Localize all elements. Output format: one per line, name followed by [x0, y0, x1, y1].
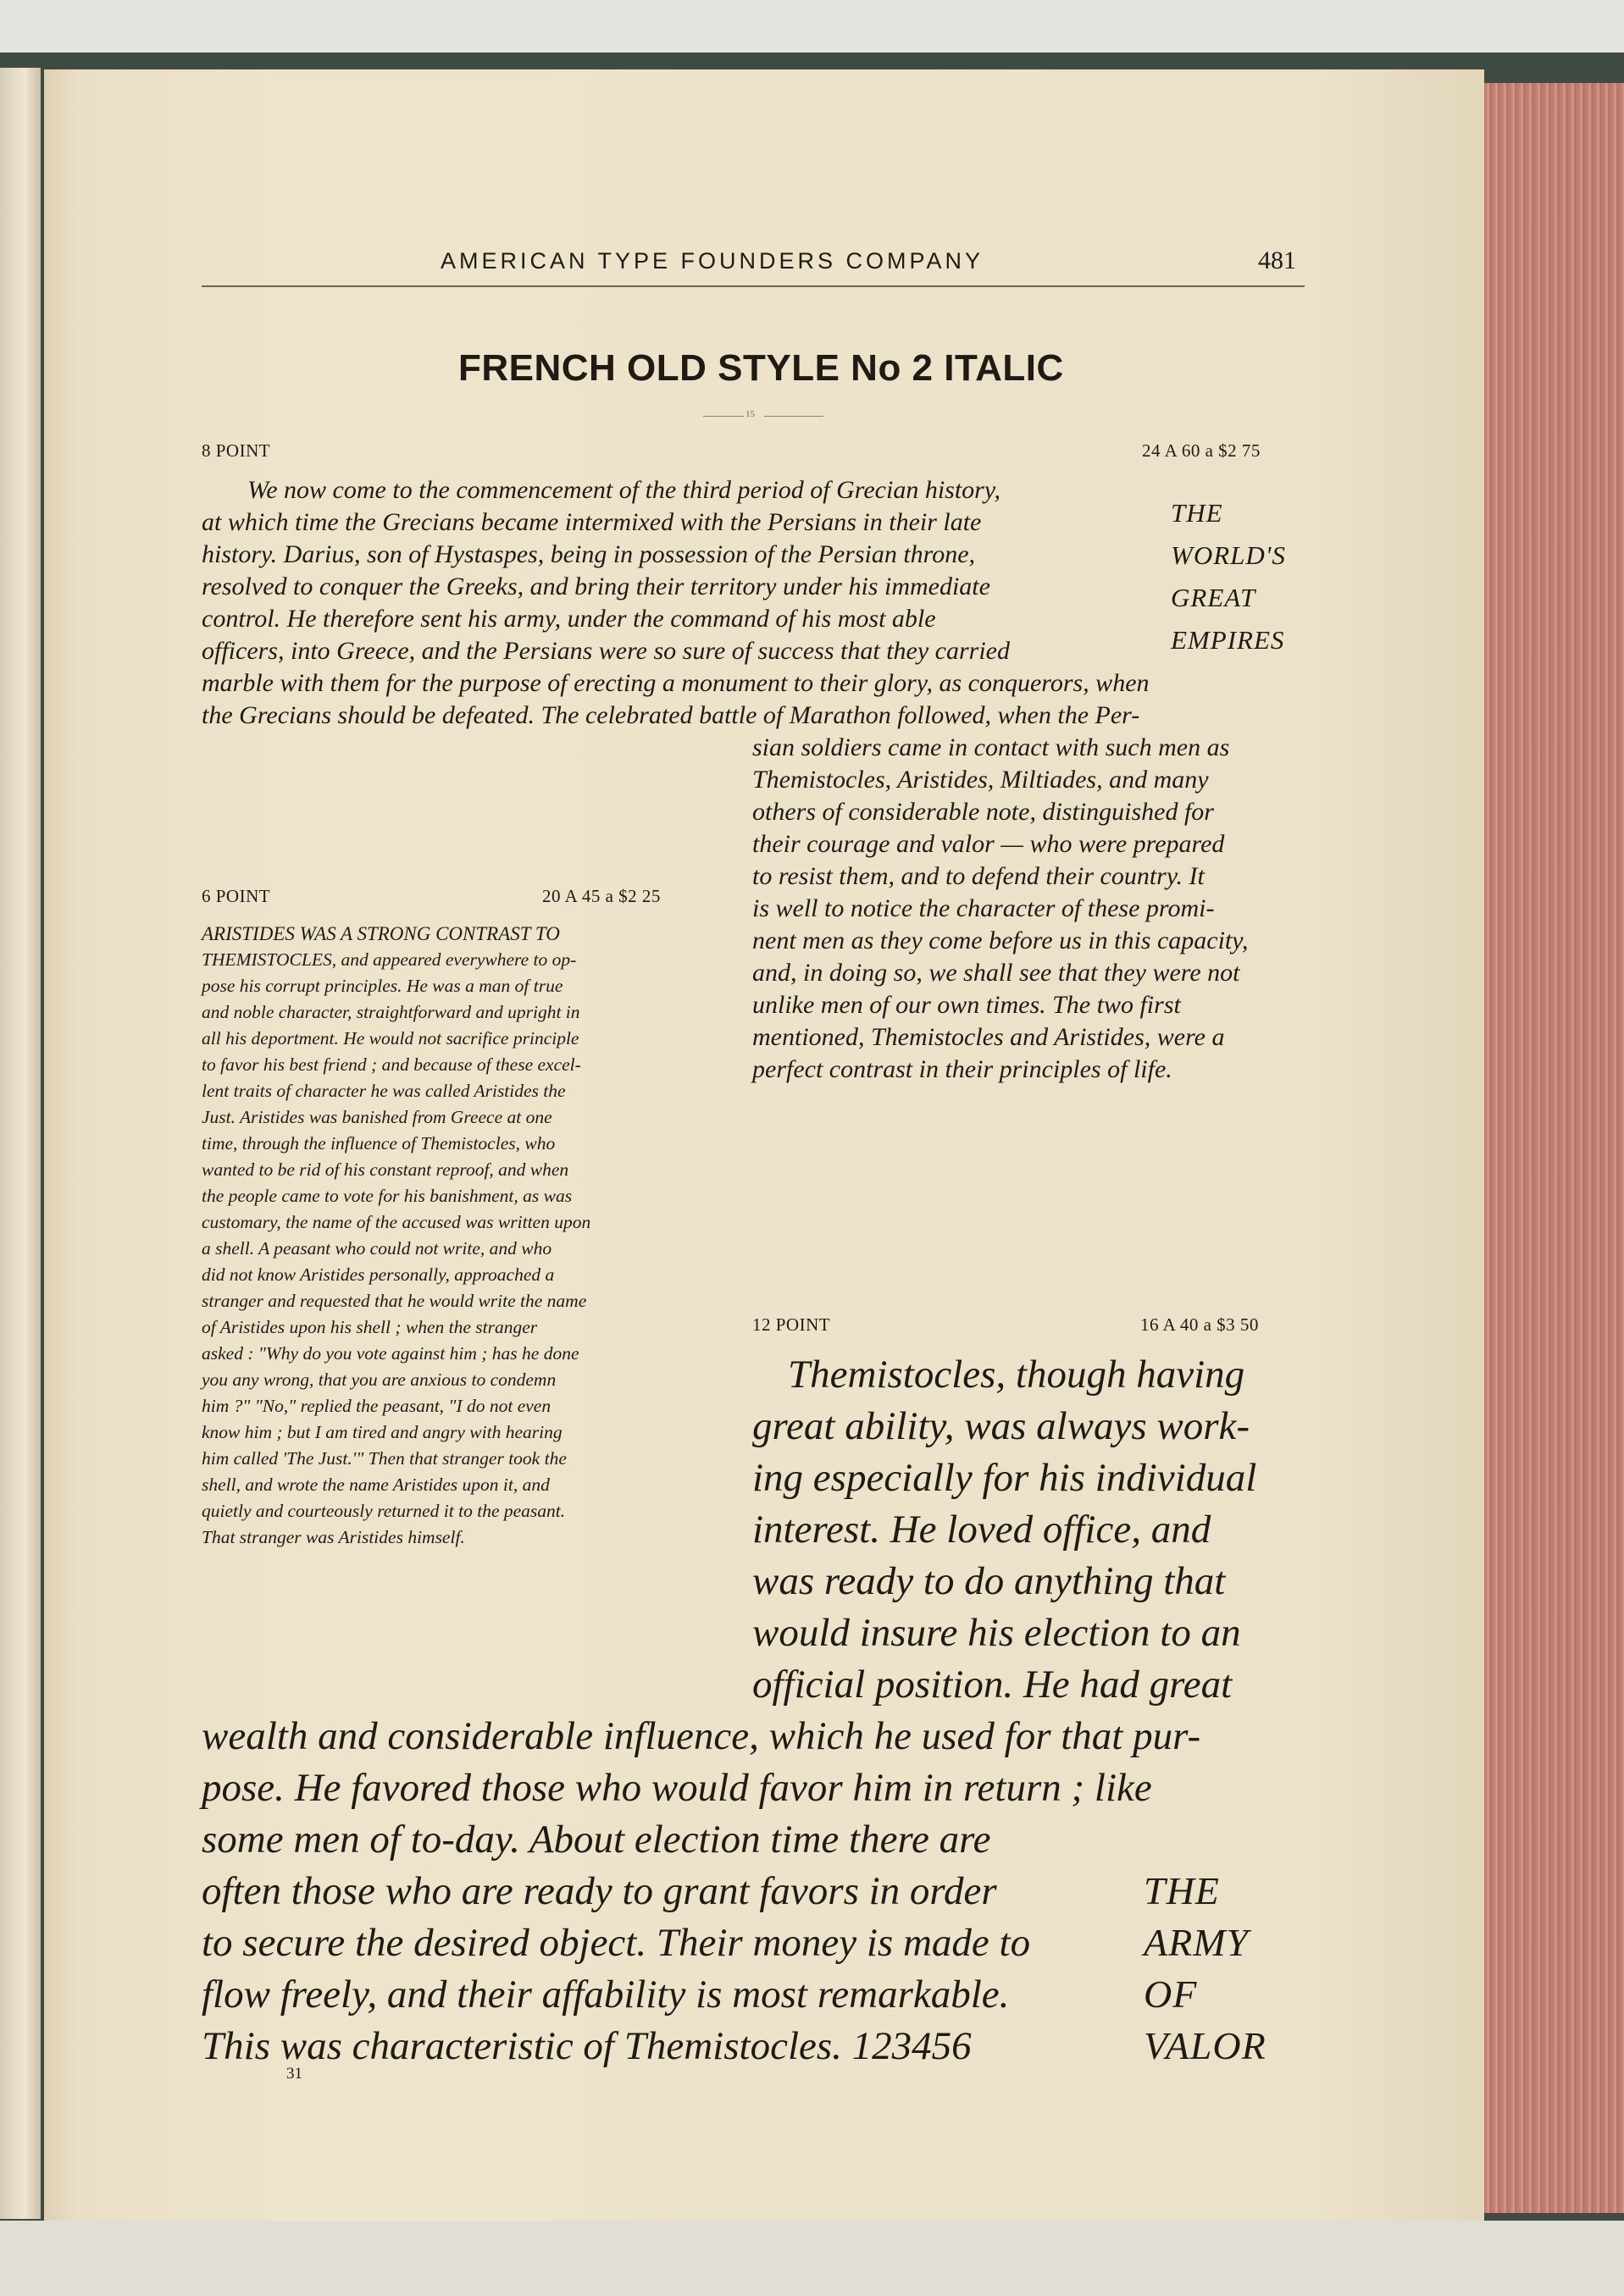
specimen-6-line: him ?" "No," replied the peasant, "I do not even: [202, 1396, 551, 1416]
specimen-12-line: to secure the desired object. Their money is made to: [202, 1921, 1031, 1965]
page-number: 481: [1258, 246, 1296, 274]
specimen-12-side-line: VALOR: [1144, 2024, 1266, 2067]
specimen-6-line: pose his corrupt principles. He was a man of true: [202, 976, 563, 996]
specimen-12-size-label: 12 POINT: [752, 1314, 831, 1335]
specimen-6-line: you any wrong, that you are anxious to condemn: [202, 1369, 557, 1390]
specimen-12-line: This was characteristic of Themistocles. 123456: [202, 2024, 972, 2068]
specimen-8-line: perfect contrast in their principles of life.: [752, 1055, 1172, 1083]
specimen-6-line: of Aristides upon his shell ; when the stranger: [202, 1317, 538, 1337]
specimen-8-line: at which time the Grecians became intermixed with the Persians in their late: [202, 508, 982, 536]
specimen-12-side-line: THE: [1144, 1869, 1220, 1912]
specimen-12-price-label: 16 A 40 a $3 50: [1140, 1314, 1259, 1335]
scan-background-bottom: [0, 2221, 1624, 2296]
specimen-8-line: the Grecians should be defeated. The celebrated battle of Marathon followed, when the Per-: [202, 701, 1140, 729]
specimen-6-line: stranger and requested that he would write the name: [202, 1291, 587, 1311]
specimen-8-side-line: GREAT: [1171, 583, 1256, 612]
specimen-8-side-line: EMPIRES: [1171, 625, 1285, 655]
specimen-6-line: That stranger was Aristides himself.: [202, 1527, 465, 1547]
specimen-12-line: would insure his election to an: [752, 1611, 1241, 1655]
specimen-12-line: official position. He had great: [752, 1663, 1233, 1707]
specimen-6-line: THEMISTOCLES, and appeared everywhere to op-: [202, 949, 577, 970]
specimen-8-line: their courage and valor — who were prepared: [752, 830, 1225, 858]
specimen-6-line: all his deportment. He would not sacrifice principle: [202, 1028, 579, 1048]
specimen-8-line: resolved to conquer the Greeks, and bring their territory under his immediate: [202, 573, 990, 600]
specimen-6-line: know him ; but I am tired and angry with hearing: [202, 1422, 563, 1442]
specimen-8-size-label: 8 POINT: [202, 440, 271, 461]
specimen-12-line: Themistocles, though having: [788, 1353, 1245, 1397]
specimen-8-line: nent men as they come before us in this capacity,: [752, 927, 1249, 954]
specimen-6-line: time, through the influence of Themistocles, who: [202, 1133, 556, 1154]
specimen-6-line: ARISTIDES WAS A STRONG CONTRAST TO: [202, 923, 560, 944]
specimen-6-line: a shell. A peasant who could not write, and who: [202, 1238, 552, 1259]
specimen-12-line: ing especially for his individual: [752, 1456, 1257, 1500]
specimen-12-side-line: ARMY: [1144, 1921, 1250, 1964]
specimen-title: FRENCH OLD STYLE No 2 ITALIC: [458, 347, 1064, 389]
specimen-12-line: great ability, was always work-: [752, 1404, 1250, 1448]
specimen-8-side-line: WORLD'S: [1171, 540, 1286, 570]
specimen-8-line: is well to notice the character of these promi-: [752, 894, 1215, 922]
title-rule-left: [703, 416, 744, 417]
specimen-8-line: officers, into Greece, and the Persians were so sure of success that they carried: [202, 637, 1010, 665]
specimen-8-line: history. Darius, son of Hystaspes, being in possession of the Persian throne,: [202, 540, 976, 568]
specimen-6-price-label: 20 A 45 a $2 25: [542, 886, 661, 906]
specimen-8-line: control. He therefore sent his army, under the command of his most able: [202, 605, 936, 633]
scan-background-top: [0, 0, 1624, 59]
specimen-8-line: sian soldiers came in contact with such men as: [752, 733, 1230, 761]
facing-page-edge: [0, 68, 41, 2219]
specimen-8-price-label: 24 A 60 a $2 75: [1142, 440, 1261, 461]
running-head: AMERICAN TYPE FOUNDERS COMPANY: [441, 248, 984, 274]
specimen-6-line: quietly and courteously returned it to the peasant.: [202, 1501, 566, 1521]
specimen-6-line: asked : "Why do you vote against him ; has he done: [202, 1343, 579, 1364]
specimen-6-line: customary, the name of the accused was written upon: [202, 1212, 591, 1232]
specimen-6-line: Just. Aristides was banished from Greece at one: [202, 1107, 552, 1127]
specimen-8-line: Themistocles, Aristides, Miltiades, and many: [752, 766, 1209, 794]
page-stack-edge: [1484, 83, 1624, 2213]
specimen-8-line: to resist them, and to defend their country. It: [752, 862, 1205, 890]
specimen-6-line: shell, and wrote the name Aristides upon it, and: [202, 1474, 550, 1495]
specimen-8-line: unlike men of our own times. The two first: [752, 991, 1181, 1019]
specimen-8-line: others of considerable note, distinguished for: [752, 798, 1214, 826]
specimen-12-line: some men of to-day. About election time there are: [202, 1817, 991, 1862]
title-rule-right: [764, 416, 823, 417]
specimen-8-line: and, in doing so, we shall see that they were not: [752, 959, 1240, 987]
specimen-6-size-label: 6 POINT: [202, 886, 271, 906]
specimen-12-line: flow freely, and their affability is most remarkable.: [202, 1972, 1010, 2017]
title-mark: 15: [745, 409, 755, 419]
specimen-8-line: We now come to the commencement of the third period of Grecian history,: [247, 476, 1000, 504]
specimen-6-line: him called 'The Just.'" Then that stranger took the: [202, 1448, 567, 1469]
specimen-6-line: lent traits of character he was called Aristides the: [202, 1081, 566, 1101]
specimen-12-side-line: OF: [1144, 1972, 1198, 2016]
specimen-8-line: marble with them for the purpose of erecting a monument to their glory, as conquerors, when: [202, 669, 1150, 697]
specimen-8-line: mentioned, Themistocles and Aristides, were a: [752, 1023, 1225, 1051]
header-rule: [202, 285, 1305, 287]
signature-number: 31: [286, 2065, 302, 2083]
specimen-6-line: wanted to be rid of his constant reproof, and when: [202, 1159, 569, 1180]
specimen-6-line: to favor his best friend ; and because of these excel-: [202, 1054, 581, 1075]
specimen-12-line: wealth and considerable influence, which he used for that pur-: [202, 1714, 1201, 1758]
specimen-12-line: was ready to do anything that: [752, 1559, 1226, 1603]
specimen-12-line: pose. He favored those who would favor him in return ; like: [202, 1766, 1152, 1810]
specimen-8-side-line: THE: [1171, 498, 1223, 528]
specimen-6-line: the people came to vote for his banishment, as was: [202, 1186, 573, 1206]
specimen-6-line: and noble character, straightforward and upright in: [202, 1002, 580, 1022]
specimen-12-line: interest. He loved office, and: [752, 1508, 1211, 1552]
specimen-12-line: often those who are ready to grant favors in order: [202, 1869, 997, 1913]
specimen-6-line: did not know Aristides personally, approached a: [202, 1264, 555, 1285]
